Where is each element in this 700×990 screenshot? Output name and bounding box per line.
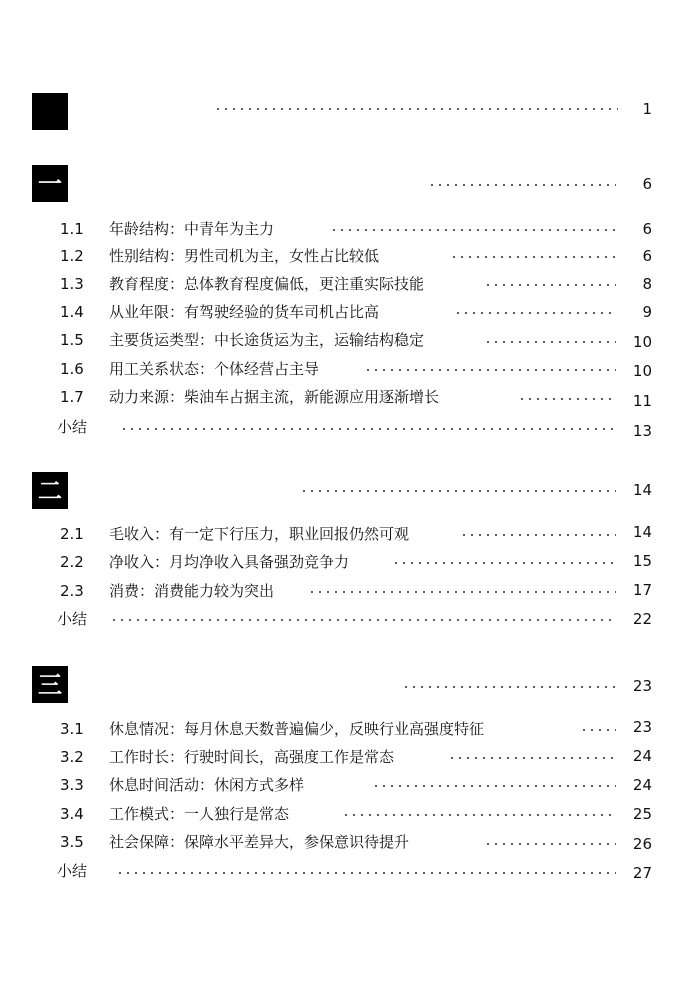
leader-dots xyxy=(110,619,616,621)
leader-dots xyxy=(214,108,618,110)
toc-summary-title[interactable]: 小结 xyxy=(57,418,88,436)
entry-page-number[interactable]: 8 xyxy=(642,275,652,293)
toc-entry-title[interactable]: 教育程度：总体教育程度偏低，更注重实际技能 xyxy=(109,275,425,293)
section-marker-1: 一 xyxy=(32,165,68,202)
entry-page-number[interactable]: 13 xyxy=(632,422,652,440)
toc-entry-title[interactable]: 工作时长：行驶时间长，高强度工作是常态 xyxy=(109,748,395,766)
leader-dots xyxy=(428,184,616,186)
entry-number: 1.2 xyxy=(60,247,84,265)
entry-number: 3.2 xyxy=(60,748,84,766)
toc-entry-title[interactable]: 休息时间活动：休闲方式多样 xyxy=(109,776,305,794)
leader-dots xyxy=(450,256,616,258)
entry-number: 2.3 xyxy=(60,582,84,600)
entry-number: 1.6 xyxy=(60,360,84,378)
leader-dots xyxy=(392,562,616,564)
toc-entry-title[interactable]: 年龄结构：中青年为主力 xyxy=(109,220,275,238)
entry-page-number[interactable]: 23 xyxy=(632,718,652,736)
entry-page-number[interactable]: 14 xyxy=(632,523,652,541)
leader-dots xyxy=(484,843,616,845)
entry-page-number[interactable]: 10 xyxy=(632,362,652,380)
toc-entry-title[interactable]: 主要货运类型：中长途货运为主，运输结构稳定 xyxy=(109,331,425,349)
entry-page-number[interactable]: 11 xyxy=(632,392,652,410)
entry-number: 1.5 xyxy=(60,331,84,349)
toc-entry-title[interactable]: 社会保障：保障水平差异大，参保意识待提升 xyxy=(109,833,410,851)
leader-dots xyxy=(454,312,616,314)
leader-dots xyxy=(342,814,616,816)
section-page-number[interactable]: 6 xyxy=(642,175,652,193)
entry-page-number[interactable]: 24 xyxy=(632,776,652,794)
leader-dots xyxy=(372,785,616,787)
leader-dots xyxy=(580,729,616,731)
leader-dots xyxy=(116,872,616,874)
entry-page-number[interactable]: 15 xyxy=(632,552,652,570)
leader-dots xyxy=(300,490,616,492)
leader-dots xyxy=(518,398,616,400)
entry-page-number[interactable]: 24 xyxy=(632,747,652,765)
entry-page-number[interactable]: 6 xyxy=(642,220,652,238)
entry-number: 3.4 xyxy=(60,805,84,823)
entry-page-number[interactable]: 10 xyxy=(632,333,652,351)
entry-number: 3.3 xyxy=(60,776,84,794)
leader-dots xyxy=(308,591,616,593)
leader-dots xyxy=(330,229,616,231)
entry-number: 1.1 xyxy=(60,220,84,238)
section-page-number[interactable]: 1 xyxy=(642,100,652,118)
entry-page-number[interactable]: 17 xyxy=(632,581,652,599)
toc-entry-title[interactable]: 消费：消费能力较为突出 xyxy=(109,582,275,600)
entry-page-number[interactable]: 25 xyxy=(632,805,652,823)
toc-entry-title[interactable]: 从业年限：有驾驶经验的货车司机占比高 xyxy=(109,303,380,321)
section-page-number[interactable]: 23 xyxy=(632,677,652,695)
entry-page-number[interactable]: 27 xyxy=(632,864,652,882)
entry-number: 1.4 xyxy=(60,303,84,321)
entry-number: 3.1 xyxy=(60,720,84,738)
toc-entry-title[interactable]: 毛收入：有一定下行压力，职业回报仍然可观 xyxy=(109,525,410,543)
entry-number: 1.7 xyxy=(60,388,84,406)
toc-entry-title[interactable]: 性别结构：男性司机为主，女性占比较低 xyxy=(109,247,380,265)
entry-number: 2.2 xyxy=(60,553,84,571)
leader-dots xyxy=(448,757,616,759)
leader-dots xyxy=(120,428,616,430)
leader-dots xyxy=(484,284,616,286)
leader-dots xyxy=(402,686,616,688)
toc-entry-title[interactable]: 动力来源：柴油车占据主流，新能源应用逐渐增长 xyxy=(109,388,440,406)
toc-entry-title[interactable]: 工作模式：一人独行是常态 xyxy=(109,805,290,823)
toc-summary-title[interactable]: 小结 xyxy=(57,862,88,880)
section-marker-0 xyxy=(32,93,68,130)
entry-number: 3.5 xyxy=(60,833,84,851)
leader-dots xyxy=(364,369,616,371)
entry-page-number[interactable]: 9 xyxy=(642,303,652,321)
toc-summary-title[interactable]: 小结 xyxy=(57,610,88,628)
section-marker-3: 三 xyxy=(32,666,68,703)
toc-entry-title[interactable]: 用工关系状态：个体经营占主导 xyxy=(109,360,320,378)
section-page-number[interactable]: 14 xyxy=(632,481,652,499)
toc-entry-title[interactable]: 净收入：月均净收入具备强劲竞争力 xyxy=(109,553,350,571)
entry-page-number[interactable]: 26 xyxy=(632,835,652,853)
entry-page-number[interactable]: 22 xyxy=(632,610,652,628)
leader-dots xyxy=(460,534,616,536)
section-marker-2: 二 xyxy=(32,472,68,509)
entry-number: 1.3 xyxy=(60,275,84,293)
toc-entry-title[interactable]: 休息情况：每月休息天数普遍偏少，反映行业高强度特征 xyxy=(109,720,485,738)
leader-dots xyxy=(484,341,616,343)
entry-page-number[interactable]: 6 xyxy=(642,247,652,265)
entry-number: 2.1 xyxy=(60,525,84,543)
